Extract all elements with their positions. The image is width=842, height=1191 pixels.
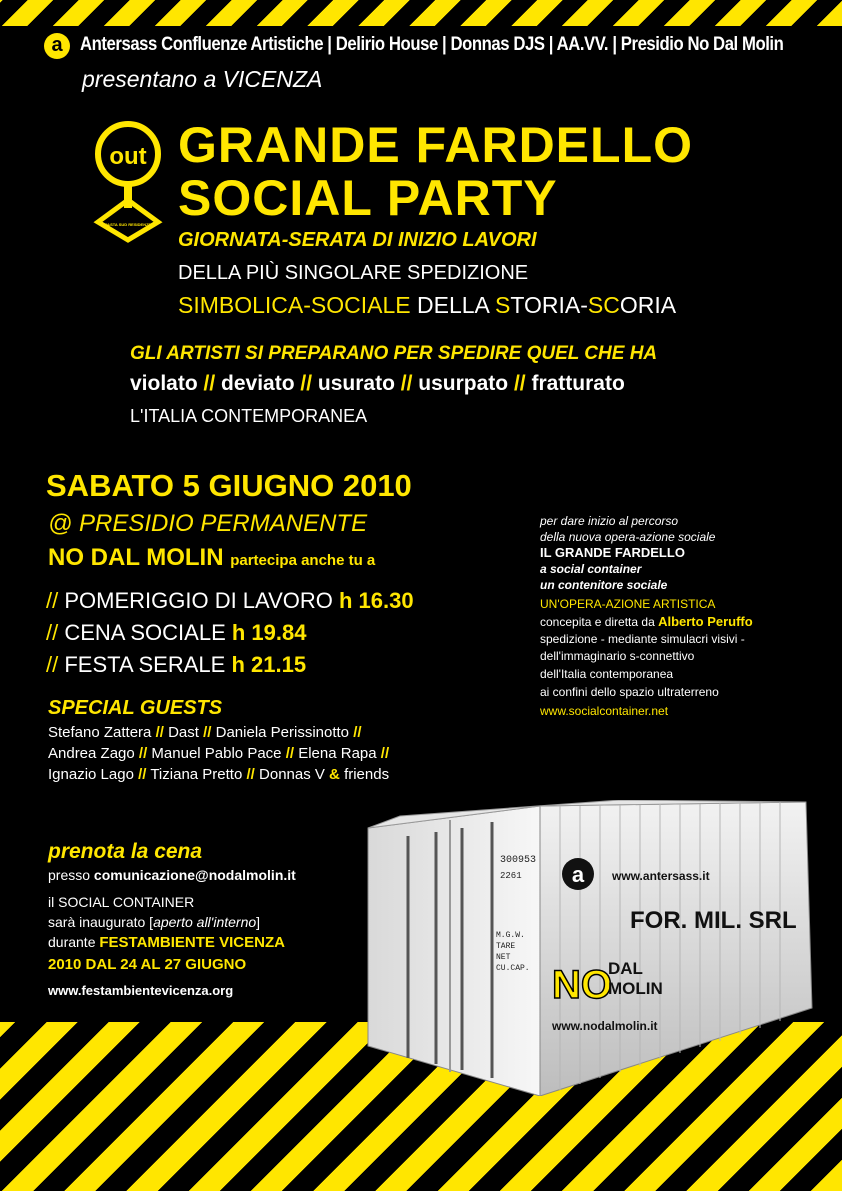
container-site: www.nodalmolin.it (552, 1019, 658, 1033)
schedule-time: h 16.30 (338, 588, 414, 613)
word-sep: // (394, 372, 419, 395)
guest-row: Andrea Zago // Manuel Pablo Pace // Elena Rapa // (48, 745, 390, 762)
presenters-line: Antersass Confluenze Artistiche | Delirio House | Donnas DJS | AA.VV. | Presidio No Dal Molin (80, 34, 784, 55)
word-sep: // (508, 372, 532, 395)
container-no: NO (552, 963, 612, 1007)
side-line: IL GRANDE FARDELLO (540, 545, 685, 560)
artisti-headline: GLI ARTISTI SI PREPARANO PER SPEDIRE QUEL CHE HA (130, 343, 658, 364)
side-line: UN'OPERA-AZIONE ARTISTICA (540, 597, 716, 611)
antersass-logo-icon: a (44, 33, 70, 59)
ampersand: & (324, 766, 345, 783)
prenota-title: prenota la cena (48, 840, 203, 863)
hazard-stripes-top (0, 0, 842, 26)
prenota-presso (48, 867, 296, 883)
guest-name: Ignazio Lago (48, 766, 134, 783)
festambiente-link[interactable]: www.festambientevicenza.org (48, 983, 234, 998)
side-author: Alberto Peruffo (658, 614, 753, 629)
side-line: un contenitore sociale (540, 578, 668, 592)
schedule-sep: // (46, 588, 59, 613)
guest-name: Stefano Zattera (48, 724, 152, 741)
toria-text: TORIA- (510, 292, 588, 318)
partecipa-text: partecipa anche tu a (230, 552, 376, 569)
s-text: S (495, 292, 511, 318)
container-tare: TARE (496, 942, 516, 951)
word-usurpato: usurpato (418, 372, 509, 395)
word-violato: violato (130, 372, 198, 395)
prenota-line: il SOCIAL CONTAINER (48, 894, 195, 910)
prenota-line: durante FESTAMBIENTE VICENZA (48, 934, 285, 951)
schedule-item (46, 588, 414, 614)
presentano-line: presentano a VICENZA (82, 66, 323, 92)
side-line: per dare inizio al percorso (540, 514, 679, 528)
side-line: della nuova opera-azione sociale (540, 530, 716, 544)
schedule-item (46, 620, 306, 646)
sc-text: SC (587, 292, 620, 318)
guest-name: Andrea Zago (48, 745, 135, 762)
simbolica-text: SIMBOLICA-SOCIALE (178, 292, 411, 318)
artisti-tail: L'ITALIA CONTEMPORANEA (130, 406, 368, 426)
guest-name: Tiziana Pretto (150, 766, 243, 783)
container-net: NET (496, 953, 511, 962)
nodal-text: NO DAL MOLIN (48, 544, 224, 571)
container-antersass: www.antersass.it (612, 869, 710, 883)
word-fratturato: fratturato (531, 372, 625, 395)
guest-friends: friends (344, 766, 390, 783)
schedule-label: POMERIGGIO DI LAVORO (58, 588, 339, 613)
schedule-time: h 19.84 (231, 620, 307, 645)
guest-row: Ignazio Lago // Tiziana Pretto // Donnas V & friends (48, 766, 390, 783)
schedule-label: CENA SOCIALE (58, 620, 232, 645)
artisti-words (130, 372, 625, 396)
guest-name: Elena Rapa (298, 745, 377, 762)
schedule-item (46, 652, 306, 678)
container-code-1: 300953 (500, 855, 537, 866)
guest-name: Manuel Pablo Pace (151, 745, 282, 762)
della-text: DELLA (410, 292, 496, 318)
schedule-sep: // (46, 652, 59, 677)
svg-text:a: a (571, 862, 585, 887)
prenota-line: 2010 DAL 24 AL 27 GIUGNO (48, 956, 247, 973)
email-link[interactable]: comunicazione@nodalmolin.it (93, 867, 296, 883)
container-dal: DAL (608, 959, 643, 978)
side-line: spedizione - mediante simulacri visivi - (540, 632, 745, 646)
shipping-container-image (360, 800, 820, 1096)
word-sep: // (294, 372, 318, 395)
container-mgw: M.G.W. (496, 931, 525, 940)
side-line: a social container (540, 562, 642, 576)
event-date: SABATO 5 GIUGNO 2010 (46, 468, 412, 503)
schedule-label: FESTA SERALE (58, 652, 232, 677)
container-formil: FOR. MIL. SRL (630, 907, 797, 934)
prenota-line: sarà inaugurato [aperto all'interno] (48, 914, 261, 930)
out-logo-small: PASTA SUD RESIDENZE (104, 222, 152, 227)
container-molin: MOLIN (608, 979, 663, 998)
schedule-time: h 21.15 (231, 652, 307, 677)
word-usurato: usurato (317, 372, 395, 395)
title-line-2: SOCIAL PARTY (178, 170, 558, 226)
container-code-2: 2261 (500, 871, 522, 881)
out-pin-icon (88, 118, 168, 246)
word-deviato: deviato (221, 372, 295, 395)
side-line (540, 614, 753, 629)
guest-row: Stefano Zattera // Dast // Daniela Perissinotto // (48, 724, 362, 741)
guest-name: Daniela Perissinotto (215, 724, 350, 741)
side-text: concepita e diretta da (540, 615, 659, 629)
guest-name: Donnas V (259, 766, 325, 783)
side-line: ai confini dello spazio ultraterreno (540, 685, 719, 699)
title-line-1: GRANDE FARDELLO (178, 117, 693, 173)
title-line-4 (178, 292, 676, 319)
oria-text: ORIA (619, 292, 677, 318)
schedule-sep: // (46, 620, 59, 645)
guest-name: Dast (168, 724, 199, 741)
out-logo-text: out (109, 143, 147, 170)
container-cucap: CU.CAP. (496, 964, 530, 973)
title-line-3: DELLA PIÙ SINGOLARE SPEDIZIONE (178, 262, 529, 284)
side-line: dell'immaginario s-connettivo (540, 649, 695, 663)
side-line: dell'Italia contemporanea (540, 667, 674, 681)
event-nodal (48, 544, 375, 572)
event-presidio: @ PRESIDIO PERMANENTE (48, 510, 368, 537)
socialcontainer-link[interactable]: www.socialcontainer.net (540, 704, 669, 718)
special-guests-title: SPECIAL GUESTS (48, 697, 223, 719)
title-subtitle: GIORNATA-SERATA DI INIZIO LAVORI (178, 229, 537, 251)
word-sep: // (197, 372, 222, 395)
presso-text: presso (48, 867, 94, 883)
